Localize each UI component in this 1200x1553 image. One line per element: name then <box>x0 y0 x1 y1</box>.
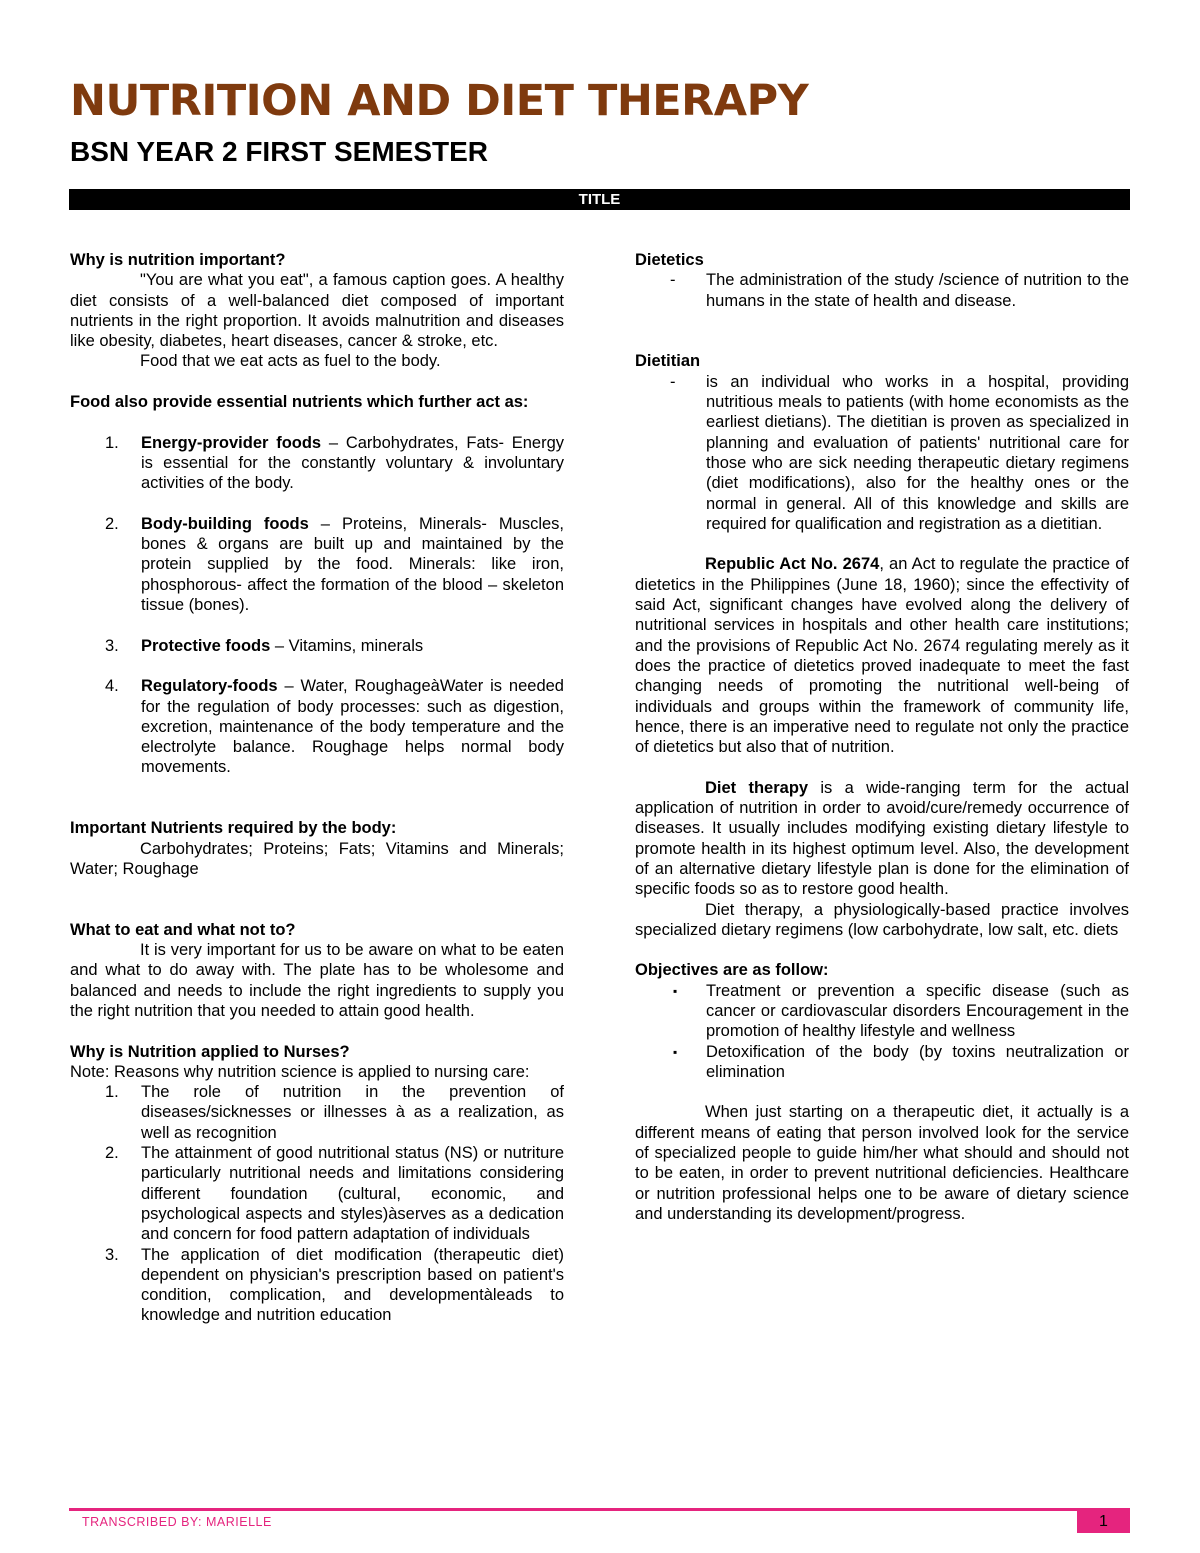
reasons-list <box>70 1082 564 1326</box>
list-item <box>70 1082 564 1143</box>
page-number: 1 <box>1077 1511 1130 1533</box>
left-column <box>70 250 564 1326</box>
list-number: 2. <box>105 1144 119 1163</box>
paragraph-text: is a wide-ranging term for the actual application of nutrition in order to avoid/cure/remedy occurrence of diseases. It usually includes modifying existing dietary lifestyle to promote health in its highest optimum level. Also, the development of an alternative dietary lifestyle plan is done for the elimination of specific foods so as to restore good health. <box>635 778 1129 899</box>
section-heading: Important Nutrients required by the body: <box>70 819 397 838</box>
document-title: NUTRITION AND DIET THERAPY <box>70 76 809 126</box>
paragraph: When just starting on a therapeutic diet, it actually is a different means of eating that person involved look for the service of specialized people to guide him/her what should and should not to be eaten, in order to prevent nutritional deficiencies. Healthcare or nutrition professional helps one to be aware of dietary science and understanding its development/progress. <box>635 1103 1129 1223</box>
list-term: Body-building foods <box>141 514 309 533</box>
list-dash: - <box>670 372 676 391</box>
term: Republic Act No. 2674 <box>705 555 880 574</box>
list-term: Regulatory-foods <box>141 677 278 696</box>
section-heading: Dietitian <box>635 352 701 371</box>
document-subtitle: BSN YEAR 2 FIRST SEMESTER <box>70 136 489 167</box>
bullet-icon: ▪ <box>673 983 678 998</box>
title-bar: TITLE <box>69 189 1130 210</box>
dietitian-list <box>635 372 1129 534</box>
list-item <box>70 433 564 494</box>
list-text: – Proteins, Minerals- Muscles, bones & organs are built up and maintained by the protein supplied by the food. Minerals: like iron, phosphorous- affect the formation of the blood – skeleton tissue (bones). <box>141 514 564 615</box>
objectives-list <box>635 981 1129 1082</box>
bullet-icon: ▪ <box>673 1044 678 1059</box>
list-item <box>635 372 1129 534</box>
food-types-list <box>70 433 564 778</box>
list-term: Energy-provider foods <box>141 433 322 452</box>
note-text: Note: Reasons why nutrition science is applied to nursing care: <box>70 1062 530 1081</box>
list-term: Protective foods <box>141 636 271 655</box>
list-text: – Vitamins, minerals <box>270 636 424 655</box>
paragraph: Carbohydrates; Proteins; Fats; Vitamins and Minerals; Water; Roughage <box>70 839 564 878</box>
list-text: – Carbohydrates, Fats- Energy is essential for the constantly voluntary & involuntary activities of the body. <box>141 433 564 493</box>
paragraph-text: , an Act to regulate the practice of dietetics in the Philippines (June 18, 1960); since the effectivity of said Act, significant changes have evolved along the delivery of nutritional services in hospitals and other health care institutions; and the provisions of Republic Act No. 2674 regulating merely as it does the practice of dietetics proved inadequate to meet the fast changing needs of promoting the nutritional well-being of individuals and groups within the framework of community life, hence, there is an imperative need to regulate not only the practice of dietetics but also that of nutrition. <box>635 555 1129 757</box>
transcriber-credit: TRANSCRIBED BY: MARIELLE <box>82 1515 272 1529</box>
list-number: 1. <box>105 433 119 452</box>
dietetics-list <box>635 270 1129 311</box>
list-item <box>635 981 1129 1042</box>
list-item <box>70 1245 564 1326</box>
right-column <box>635 250 1129 1224</box>
list-item <box>70 636 564 656</box>
list-text: The application of diet modification (therapeutic diet) dependent on physician's prescription based on patient's condition, complication, and developmentàleads to knowledge and nutrition education <box>141 1245 564 1325</box>
paragraph: It is very important for us to be aware on what to be eaten and what to do away with. The plate has to be wholesome and balanced and needs to include the right ingredients to supply you the right nutrition that you needed to attain good health. <box>70 941 564 1020</box>
section-heading: Why is nutrition important? <box>70 251 286 269</box>
section-heading: Food also provide essential nutrients which further act as: <box>70 393 529 412</box>
paragraph <box>635 554 1129 757</box>
section-heading: What to eat and what not to? <box>70 920 296 939</box>
list-text: – Water, RoughageàWater is needed for the regulation of body processes: such as digestion, excretion, maintenance of the body temperature and the electrolyte balance. Roughage helps normal body movements. <box>141 677 564 777</box>
list-item <box>635 270 1129 311</box>
list-item <box>635 1042 1129 1083</box>
section-heading: Why is Nutrition applied to Nurses? <box>70 1042 350 1061</box>
list-item <box>70 676 564 777</box>
paragraph: Diet therapy, a physiologically-based practice involves specialized dietary regimens (low carbohydrate, low salt, etc. diets <box>635 900 1129 939</box>
list-number: 4. <box>105 677 119 696</box>
list-number: 3. <box>105 636 119 655</box>
list-text: The role of nutrition in the prevention of diseases/sicknesses or illnesses à as a realization, as well as recognition <box>141 1083 564 1142</box>
list-item <box>70 1143 564 1244</box>
term: Diet therapy <box>705 778 809 797</box>
list-number: 3. <box>105 1245 119 1264</box>
list-number: 2. <box>105 514 119 533</box>
list-text: Detoxification of the body (by toxins neutralization or elimination <box>706 1042 1129 1081</box>
list-dash: - <box>670 271 676 290</box>
list-text: The attainment of good nutritional status (NS) or nutriture particularly nutritional needs and limitations considering different foundation (cultural, economic, and psychological aspects and styles)àserves as a dedication and concern for food pattern adaptation of individuals <box>141 1144 564 1244</box>
section-heading: Objectives are as follow: <box>635 961 829 980</box>
paragraph: "You are what you eat", a famous caption goes. A healthy diet consists of a well-balanced diet composed of important nutrients in the right proportion. It avoids malnutrition and diseases like obesity, diabetes, heart diseases, cancer & stroke, etc. <box>70 271 564 351</box>
list-number: 1. <box>105 1083 119 1102</box>
list-item <box>70 514 564 615</box>
list-text: is an individual who works in a hospital, providing nutritious meals to patients (with home economists as the earliest dietians). The dietitian is proven as specialized in planning and evaluation of patients' nutritional care for those who are sick needing therapeutic dietary regimens (diet modifications), also for the healthy ones or the normal in general. All of this knowledge and skills are required for qualification and registration as a dietitian. <box>706 372 1129 533</box>
list-text: Treatment or prevention a specific disease (such as cancer or cardiovascular disorders Encouragement in the promotion of healthy lifestyle and wellness <box>706 981 1129 1041</box>
list-text: The administration of the study /science of nutrition to the humans in the state of health and disease. <box>706 271 1129 310</box>
footer-divider <box>69 1508 1130 1511</box>
paragraph <box>635 778 1129 900</box>
paragraph: Food that we eat acts as fuel to the body. <box>140 352 441 371</box>
section-heading: Dietetics <box>635 251 704 269</box>
